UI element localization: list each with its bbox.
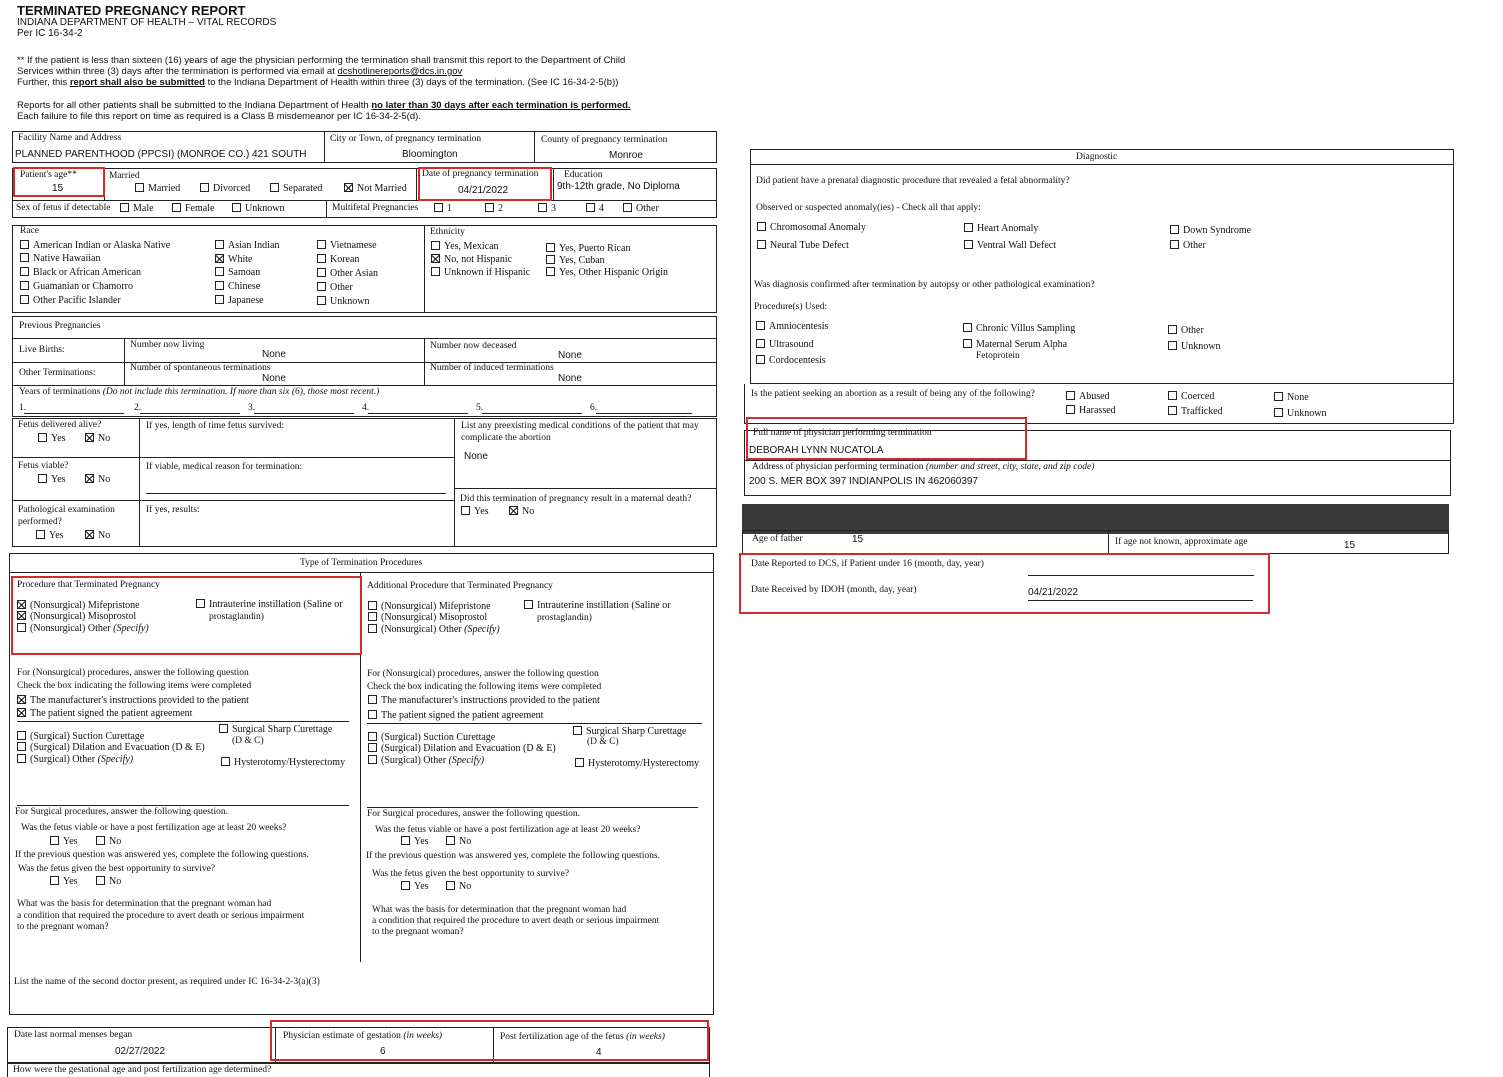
ethnicity-other-hispanic[interactable]: Yes, Other Hispanic Origin (546, 267, 668, 278)
fetus-viable-no[interactable]: No (85, 474, 110, 485)
fetus-alive-label: Fetus delivered alive? (18, 420, 102, 430)
live-births-label: Live Births: (19, 345, 65, 355)
seeking-abused[interactable]: Abused (1066, 391, 1110, 402)
anomaly-neural-tube[interactable]: Neural Tube Defect (757, 240, 849, 251)
race-asian-indian[interactable]: Asian Indian (215, 240, 279, 251)
primary-viable-yes[interactable]: Yes (50, 836, 78, 847)
physician-name-label: Full name of physician performing termination (753, 428, 932, 438)
primary-other-surgical[interactable]: (Surgical) Other (Specify) (17, 754, 133, 765)
checkbox-mifepristone-checked (17, 600, 26, 609)
pathological-no[interactable]: No (85, 530, 110, 541)
primary-survive-yes[interactable]: Yes (50, 876, 78, 887)
patient-age-label: Patient's age** (20, 170, 77, 180)
now-deceased-value[interactable]: None (558, 350, 582, 361)
city-value[interactable]: Bloomington (402, 149, 458, 160)
seeking-unknown[interactable]: Unknown (1274, 408, 1326, 419)
race-other[interactable]: Other (317, 282, 353, 293)
primary-instructions-provided[interactable]: The manufacturer's instructions provided to the patient (17, 695, 249, 706)
department-name: INDIANA DEPARTMENT OF HEALTH – VITAL RECORDS (17, 17, 277, 28)
county-value[interactable]: Monroe (609, 150, 643, 161)
diagnosis-confirmed-question: Was diagnosis confirmed after termination by autopsy or other pathological examination? (754, 280, 1095, 290)
multifetal-option-3[interactable]: 3 (538, 203, 556, 214)
year-2[interactable]: 2. (134, 403, 142, 413)
anomaly-ventral-wall[interactable]: Ventral Wall Defect (964, 240, 1056, 251)
year-6[interactable]: 6. (590, 403, 598, 413)
additional-sharp-curettage[interactable]: Surgical Sharp Curettage (573, 726, 686, 737)
maternal-death-no[interactable]: No (509, 506, 534, 517)
race-vietnamese[interactable]: Vietnamese (317, 240, 377, 251)
fetus-viable-label: Fetus viable? (18, 461, 69, 471)
procedure-ultrasound[interactable]: Ultrasound (756, 339, 813, 350)
married-option-divorced[interactable]: Divorced (200, 183, 250, 194)
sex-option-male[interactable]: Male (120, 203, 154, 214)
years-label: Years of terminations (Do not include this termination. If more than six (6), those most recent.) (19, 387, 380, 397)
multifetal-option-4[interactable]: 4 (586, 203, 604, 214)
city-label: City or Town, of pregnancy termination (330, 134, 482, 144)
physician-address-label: Address of physician performing termination (number and street, city, state, and zip code) (752, 462, 1095, 472)
race-label: Race (20, 226, 39, 236)
report-title: TERMINATED PREGNANCY REPORT (17, 3, 246, 18)
pathological-label: Pathological examination (18, 505, 115, 515)
termination-date-label: Date of pregnancy termination (422, 169, 539, 179)
now-living-value[interactable]: None (262, 349, 286, 360)
checkbox-not-married-checked (344, 183, 353, 192)
married-option-not-married[interactable]: Not Married (344, 183, 407, 194)
sex-option-female[interactable]: Female (172, 203, 214, 214)
now-living-label: Number now living (130, 340, 205, 350)
other-terminations-label: Other Terminations: (19, 368, 96, 378)
ethnicity-cuban[interactable]: Yes, Cuban (546, 255, 605, 266)
additional-other-surgical[interactable]: (Surgical) Other (Specify) (368, 755, 484, 766)
maternal-death-yes[interactable]: Yes (461, 506, 489, 517)
diagnostic-title: Diagnostic (1076, 152, 1118, 162)
ethnicity-unknown[interactable]: Unknown if Hispanic (431, 267, 530, 278)
primary-viable-no[interactable]: No (96, 836, 121, 847)
pathological-label-2: performed? (18, 517, 62, 527)
maternal-death-label: Did this termination of pregnancy result in a maternal death? (460, 494, 692, 504)
dcs-notice: ** If the patient is less than sixteen (16) years of age the physician performing the termination shall transmit this report to the Department of Child Services within three (3) days after the termination is performed via email at dcshotlinereports@dcs.in.gov Further, this report shall also be submitted to the Indiana Department of Health within three (3) days of the termination. (See IC 16-34-2-5(b)) (17, 55, 626, 88)
race-black[interactable]: Black or African American (20, 267, 141, 278)
idoh-date-value[interactable]: 04/21/2022 (1028, 587, 1079, 598)
post-fertilization-value[interactable]: 4 (596, 1047, 602, 1058)
fetus-alive-no[interactable]: No (85, 433, 110, 444)
checkbox-misoprostol-checked (17, 611, 26, 620)
year-4[interactable]: 4. (362, 403, 370, 413)
additional-intrauterine[interactable]: Intrauterine instillation (Saline or (524, 600, 671, 611)
lmp-label: Date last normal menses began (14, 1030, 133, 1040)
anomaly-other[interactable]: Other (1170, 240, 1206, 251)
additional-agreement-signed[interactable]: The patient signed the patient agreement (368, 710, 543, 721)
primary-dilation[interactable]: (Surgical) Dilation and Evacuation (D & E) (17, 742, 205, 753)
spontaneous-value[interactable]: None (262, 373, 286, 384)
dcs-date-field[interactable] (1028, 575, 1254, 576)
father-age-label: Age of father (752, 534, 803, 544)
survival-length-label: If yes, length of time fetus survived: (146, 421, 284, 431)
dcs-date-label: Date Reported to DCS, if Patient under 16 (month, day, year) (751, 559, 984, 569)
ethnicity-mexican[interactable]: Yes, Mexican (431, 241, 499, 252)
second-doctor-label: List the name of the second doctor present, as required under IC 16-34-2-3(a)(3) (14, 977, 320, 987)
education-label: Education (564, 170, 603, 180)
induced-label: Number of induced terminations (430, 363, 554, 373)
primary-suction[interactable]: (Surgical) Suction Curettage (17, 731, 144, 742)
checkbox-agreement-checked (17, 708, 26, 717)
father-row (742, 530, 1449, 554)
lmp-value[interactable]: 02/27/2022 (115, 1046, 166, 1057)
race-native-hawaiian[interactable]: Native Hawaiian (20, 253, 100, 264)
seeking-none[interactable]: None (1274, 392, 1309, 403)
fetus-sex-label: Sex of fetus if detectable (16, 203, 111, 213)
physician-name-value[interactable]: DEBORAH LYNN NUCATOLA (749, 445, 884, 456)
seeking-trafficked[interactable]: Trafficked (1168, 406, 1223, 417)
anomaly-question: Observed or suspected anomaly(ies) - Check all that apply: (756, 203, 981, 213)
gestation-label: Physician estimate of gestation (in weeks) (283, 1031, 443, 1041)
approx-age-value[interactable]: 15 (1344, 540, 1356, 551)
conditions-label: List any preexisting medical conditions of the patient that may (461, 421, 699, 431)
viable-reason-label: If viable, medical reason for termination: (146, 462, 303, 472)
seeking-coerced[interactable]: Coerced (1168, 391, 1214, 402)
path-results-label: If yes, results: (146, 505, 200, 515)
checkbox-white-checked (215, 254, 224, 263)
primary-agreement-signed[interactable]: The patient signed the patient agreement (17, 708, 192, 719)
gestation-method-label: How were the gestational age and post fertilization age determined? (13, 1065, 272, 1075)
county-label: County of pregnancy termination (541, 135, 668, 145)
conditions-label-2: complicate the abortion (461, 433, 551, 443)
patient-age-value[interactable]: 15 (52, 183, 64, 194)
checkbox-divorced (200, 183, 209, 192)
primary-hysterotomy[interactable]: Hysterotomy/Hysterectomy (221, 757, 345, 768)
primary-sharp-curettage[interactable]: Surgical Sharp Curettage (219, 724, 332, 735)
procedure-amniocentesis[interactable]: Amniocentesis (756, 321, 828, 332)
additional-survive-no[interactable]: No (446, 881, 471, 892)
statute-ref: Per IC 16-34-2 (17, 28, 83, 39)
married-option-married[interactable]: Married (135, 183, 180, 194)
race-unknown[interactable]: Unknown (317, 296, 369, 307)
checkbox-instructions-checked (17, 695, 26, 704)
multifetal-option-other[interactable]: Other (623, 203, 659, 214)
multifetal-option-2[interactable]: 2 (485, 203, 503, 214)
checkbox-separated (270, 183, 279, 192)
race-japanese[interactable]: Japanese (215, 295, 264, 306)
termination-date-value[interactable]: 04/21/2022 (458, 185, 509, 196)
additional-mifepristone[interactable]: (Nonsurgical) Mifepristone (368, 601, 491, 612)
submission-notice: Reports for all other patients shall be submitted to the Indiana Department of Health no later than 30 days after each termination is performed. Each failure to file this report on time as required is a Class B misdemeanor per IC 16-34-2-5(d). (17, 100, 631, 122)
additional-suction[interactable]: (Surgical) Suction Curettage (368, 732, 495, 743)
multifetal-label: Multifetal Pregnancies (332, 203, 419, 213)
race-chinese[interactable]: Chinese (215, 281, 260, 292)
procedure-cordocentesis[interactable]: Cordocentesis (756, 355, 826, 366)
checkbox-viable-no-checked (85, 474, 94, 483)
year-5[interactable]: 5. (476, 403, 484, 413)
education-value[interactable]: 9th-12th grade, No Diploma (557, 181, 680, 192)
additional-hysterotomy[interactable]: Hysterotomy/Hysterectomy (575, 758, 699, 769)
additional-viable-yes[interactable]: Yes (401, 836, 429, 847)
ethnicity-not-hispanic[interactable]: No, not Hispanic (431, 254, 512, 265)
procedure-other[interactable]: Other (1168, 325, 1204, 336)
primary-procedure-heading: Procedure that Terminated Pregnancy (17, 580, 160, 590)
checkbox-pathological-no-checked (85, 530, 94, 539)
additional-viable-no[interactable]: No (446, 836, 471, 847)
seeking-harassed[interactable]: Harassed (1066, 405, 1116, 416)
procedure-maternal-serum[interactable]: Maternal Serum Alpha (963, 339, 1067, 350)
spontaneous-label: Number of spontaneous terminations (130, 363, 271, 373)
primary-survive-no[interactable]: No (96, 876, 121, 887)
ethnicity-puerto-rican[interactable]: Yes, Puerto Rican (546, 243, 630, 254)
pathological-yes[interactable]: Yes (36, 530, 64, 541)
procedures-title: Type of Termination Procedures (300, 558, 423, 568)
facility-name-label: Facility Name and Address (18, 133, 122, 143)
previous-pregnancies-label: Previous Pregnancies (19, 321, 101, 331)
race-other-pacific[interactable]: Other Pacific Islander (20, 295, 121, 306)
additional-misoprostol[interactable]: (Nonsurgical) Misoprostol (368, 612, 487, 623)
conditions-value[interactable]: None (464, 451, 488, 462)
year-3[interactable]: 3. (248, 403, 256, 413)
anomaly-chromosomal[interactable]: Chromosomal Anomaly (757, 222, 866, 233)
primary-intrauterine[interactable]: Intrauterine instillation (Saline or (196, 599, 343, 610)
post-fertilization-label: Post fertilization age of the fetus (in weeks) (500, 1032, 665, 1042)
race-american-indian[interactable]: American Indian or Alaska Native (20, 240, 170, 251)
race-korean[interactable]: Korean (317, 254, 359, 265)
now-deceased-label: Number now deceased (430, 341, 517, 351)
checkbox-death-no-checked (509, 506, 518, 515)
additional-procedure-heading: Additional Procedure that Terminated Pregnancy (367, 581, 553, 591)
procedures-used-label: Procedure(s) Used: (754, 302, 828, 312)
additional-dilation[interactable]: (Surgical) Dilation and Evacuation (D & E) (368, 743, 556, 754)
facility-name-value[interactable]: PLANNED PARENTHOOD (PPCSI) (MONROE CO.) 421 SOUTH (15, 149, 307, 160)
fetus-section (12, 418, 717, 547)
procedure-unknown[interactable]: Unknown (1168, 341, 1220, 352)
physician-address-value[interactable]: 200 S. MER BOX 397 INDIANPOLIS IN 462060397 (749, 476, 979, 487)
dcs-email-link[interactable]: dcshotlinereports@dcs.in.gov (337, 66, 463, 77)
approx-age-label: If age not known, approximate age (1115, 537, 1248, 547)
additional-other-nonsurgical[interactable]: (Nonsurgical) Other (Specify) (368, 624, 500, 635)
induced-value[interactable]: None (558, 373, 582, 384)
primary-other-nonsurgical[interactable]: (Nonsurgical) Other (Specify) (17, 623, 149, 634)
ethnicity-label: Ethnicity (430, 227, 465, 237)
race-samoan[interactable]: Samoan (215, 267, 260, 278)
additional-instructions-provided[interactable]: The manufacturer's instructions provided to the patient (368, 695, 600, 706)
race-white[interactable]: White (215, 254, 252, 265)
married-option-separated[interactable]: Separated (270, 183, 322, 194)
primary-mifepristone[interactable]: (Nonsurgical) Mifepristone (17, 600, 140, 611)
year-1[interactable]: 1. (19, 403, 27, 413)
race-guamanian[interactable]: Guamanian or Chamorro (20, 281, 133, 292)
idoh-date-label: Date Received by IDOH (month, day, year) (751, 585, 917, 595)
sex-option-unknown[interactable]: Unknown (232, 203, 284, 214)
fetus-alive-yes[interactable]: Yes (38, 433, 66, 444)
race-other-asian[interactable]: Other Asian (317, 268, 378, 279)
prenatal-diagnostic-question: Did patient have a prenatal diagnostic procedure that revealed a fetal abnormality? (756, 176, 1070, 186)
multifetal-option-1[interactable]: 1 (434, 203, 452, 214)
checkbox-not-hispanic-checked (431, 254, 440, 263)
previous-pregnancies-section (12, 316, 717, 417)
seeking-abortion-question: Is the patient seeking an abortion as a result of being any of the following? (751, 389, 1035, 399)
anomaly-heart[interactable]: Heart Anomaly (964, 223, 1038, 234)
anomaly-down-syndrome[interactable]: Down Syndrome (1170, 225, 1251, 236)
additional-survive-yes[interactable]: Yes (401, 881, 429, 892)
procedure-chronic-villus[interactable]: Chronic Villus Sampling (963, 323, 1075, 334)
checkbox-alive-no-checked (85, 433, 94, 442)
married-label: Married (109, 171, 140, 181)
primary-misoprostol[interactable]: (Nonsurgical) Misoprostol (17, 611, 136, 622)
checkbox-married (135, 183, 144, 192)
fetus-viable-yes[interactable]: Yes (38, 474, 66, 485)
father-age-value[interactable]: 15 (852, 534, 864, 545)
gestation-value[interactable]: 6 (380, 1046, 386, 1057)
